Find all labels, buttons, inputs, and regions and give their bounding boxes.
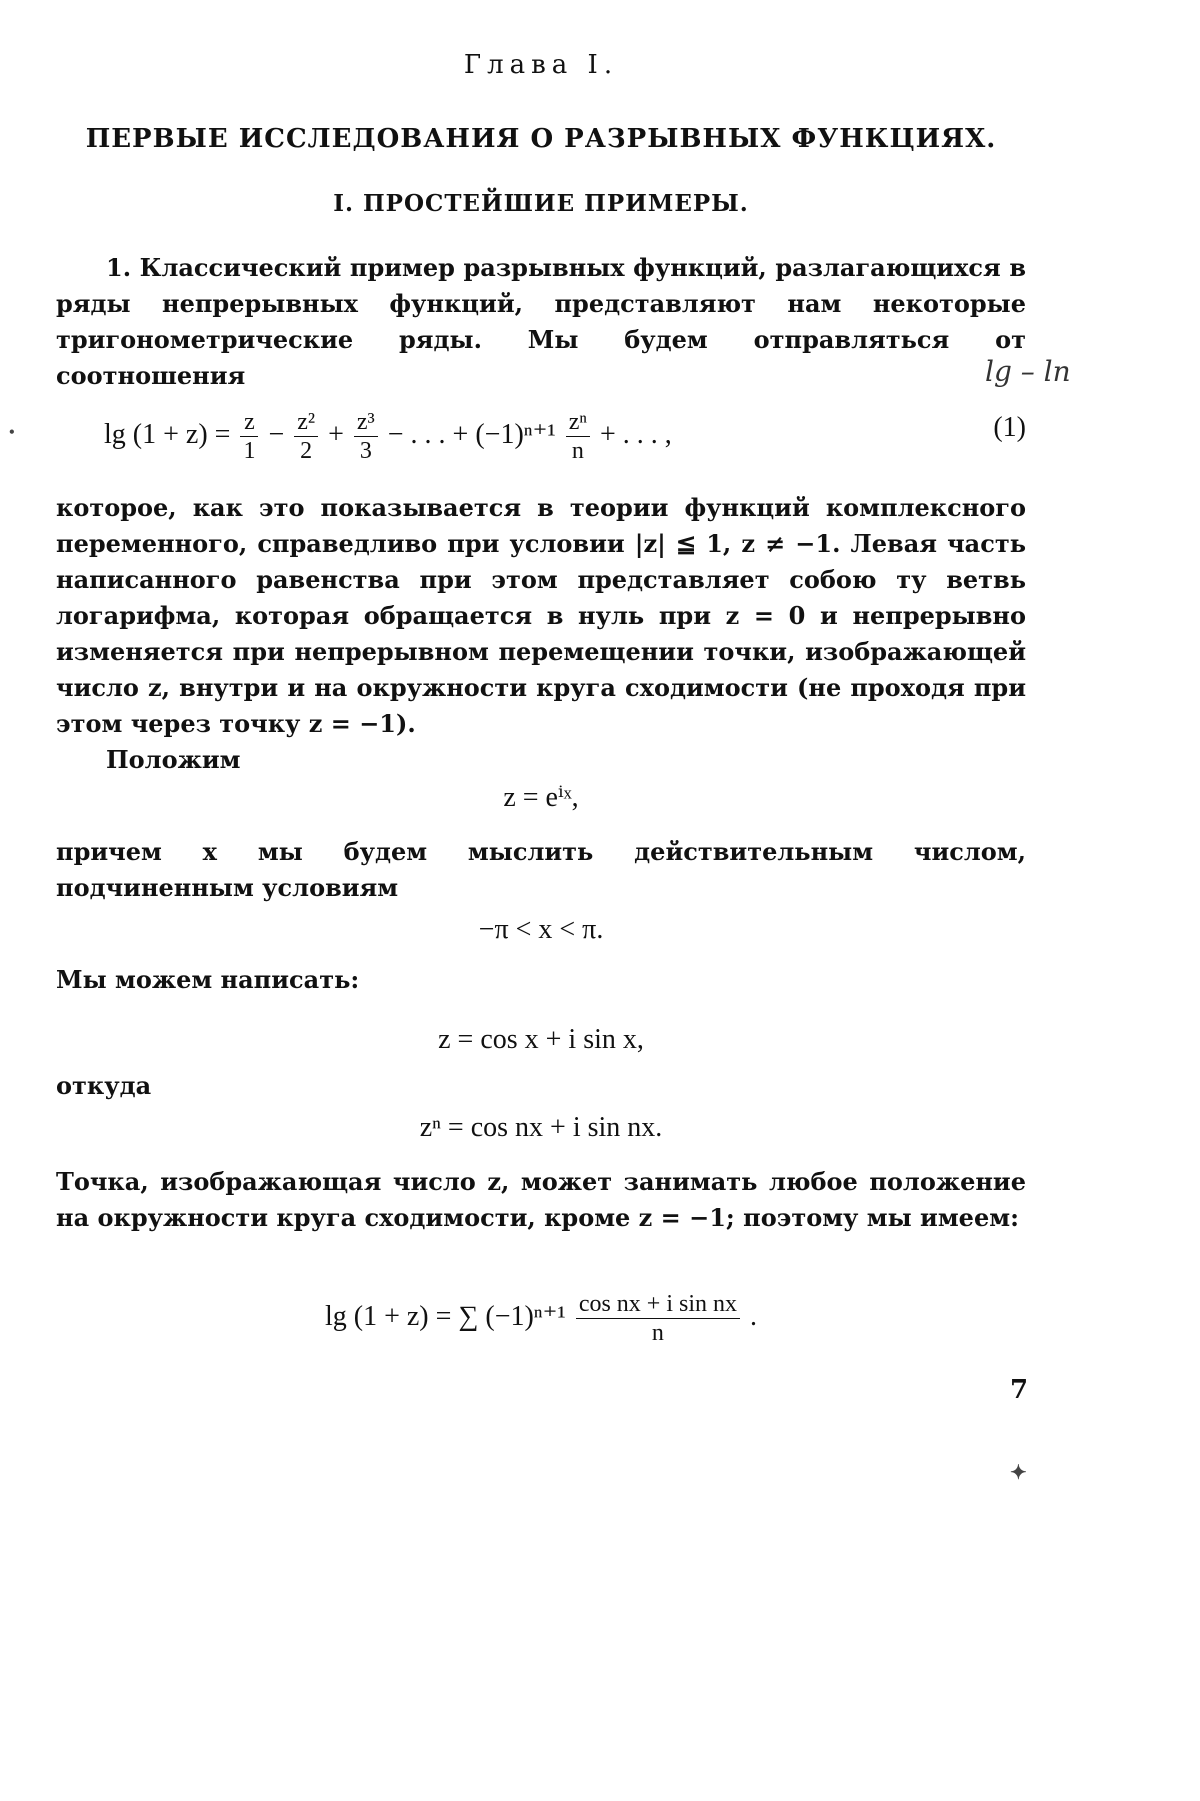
eq1-t1-num: z <box>240 408 258 437</box>
eq1-tn-den: n <box>571 438 584 464</box>
eq1-tail: + . . . , <box>599 418 672 450</box>
eq6-den: n <box>651 1320 664 1346</box>
chapter-title: ПЕРВЫЕ ИССЛЕДОВАНИЯ О РАЗРЫВНЫХ ФУНКЦИЯХ. <box>85 124 997 154</box>
eq1-t3-num: z³ <box>354 408 378 437</box>
paragraph-4: причем x мы будем мыслить действительным числом, подчиненным условиям <box>56 837 1026 902</box>
page-number: 7 <box>1010 1375 1029 1405</box>
eq1-term-3 <box>354 408 378 465</box>
eq6-lhs: lg (1 + z) = ∑ (−1)ⁿ⁺¹ <box>324 1300 566 1332</box>
equation-3: −π < x < π. <box>478 914 604 945</box>
chapter-heading: Глава I. <box>463 50 619 80</box>
equation-1-number: (1) <box>993 412 1026 443</box>
eq1-term-2 <box>294 408 318 465</box>
paragraph-2: которое, как это показывается в теории функций комплексного переменного, справедливо при условии |z| ≦ 1, z ≠ −1. Левая часть написанного равенства при этом представляет собою ту ветвь логарифма, которая обращается в нуль при z = 0 и непрерывно изменяется при непрерывном перемещении точки, изображающей число z, внутри и на окружности круга сходимости (не проходя при этом через точку z = −1). <box>56 493 1026 738</box>
paragraph-6: откуда <box>56 1071 152 1100</box>
equation-6 <box>56 1290 1026 1347</box>
eq1-t2-den: 2 <box>300 438 313 464</box>
equation-5: zⁿ = cos nx + i sin nx. <box>419 1112 663 1143</box>
paragraph-5: Мы можем написать: <box>56 965 360 994</box>
eq1-mid: − . . . + (−1)ⁿ⁺¹ <box>387 418 556 450</box>
paragraph-7: Точка, изображающая число z, может занимать любое положение на окружности круга сходимости, кроме z = −1; поэтому мы имеем: <box>56 1167 1026 1232</box>
eq1-term-1 <box>240 408 258 465</box>
eq1-t1-den: 1 <box>243 438 256 464</box>
equation-2: z = eⁱˣ, <box>503 782 579 813</box>
eq1-tn-num: zⁿ <box>566 408 590 437</box>
handwritten-margin-note: lg – ln <box>985 355 1071 388</box>
eq1-t2-num: z² <box>294 408 318 437</box>
eq6-tail: . <box>750 1300 758 1332</box>
equation-4: z = cos x + i sin x, <box>438 1024 644 1055</box>
section-title: I. ПРОСТЕЙШИЕ ПРИМЕРЫ. <box>333 190 749 217</box>
equation-1 <box>56 398 1026 468</box>
eq1-t3-den: 3 <box>359 438 372 464</box>
paragraph-3: Положим <box>106 745 241 774</box>
eq1-lhs: lg (1 + z) = <box>104 418 231 450</box>
paragraph-1: 1. Классический пример разрывных функций, разлагающихся в ряды непрерывных функций, представляют нам некоторые тригонометрические ряды. Мы будем отправляться от соотношения <box>56 253 1026 390</box>
equation-1-body <box>104 408 672 465</box>
eq1-op-1: − <box>268 418 285 450</box>
eq6-num: cos nx + i sin nx <box>576 1290 740 1319</box>
eq1-term-n <box>566 408 590 465</box>
scan-mark-icon: ✦ <box>1010 1460 1027 1484</box>
eq1-op-2: + <box>328 418 344 450</box>
eq6-fraction <box>576 1290 740 1347</box>
scan-speck-icon: • <box>8 425 16 439</box>
